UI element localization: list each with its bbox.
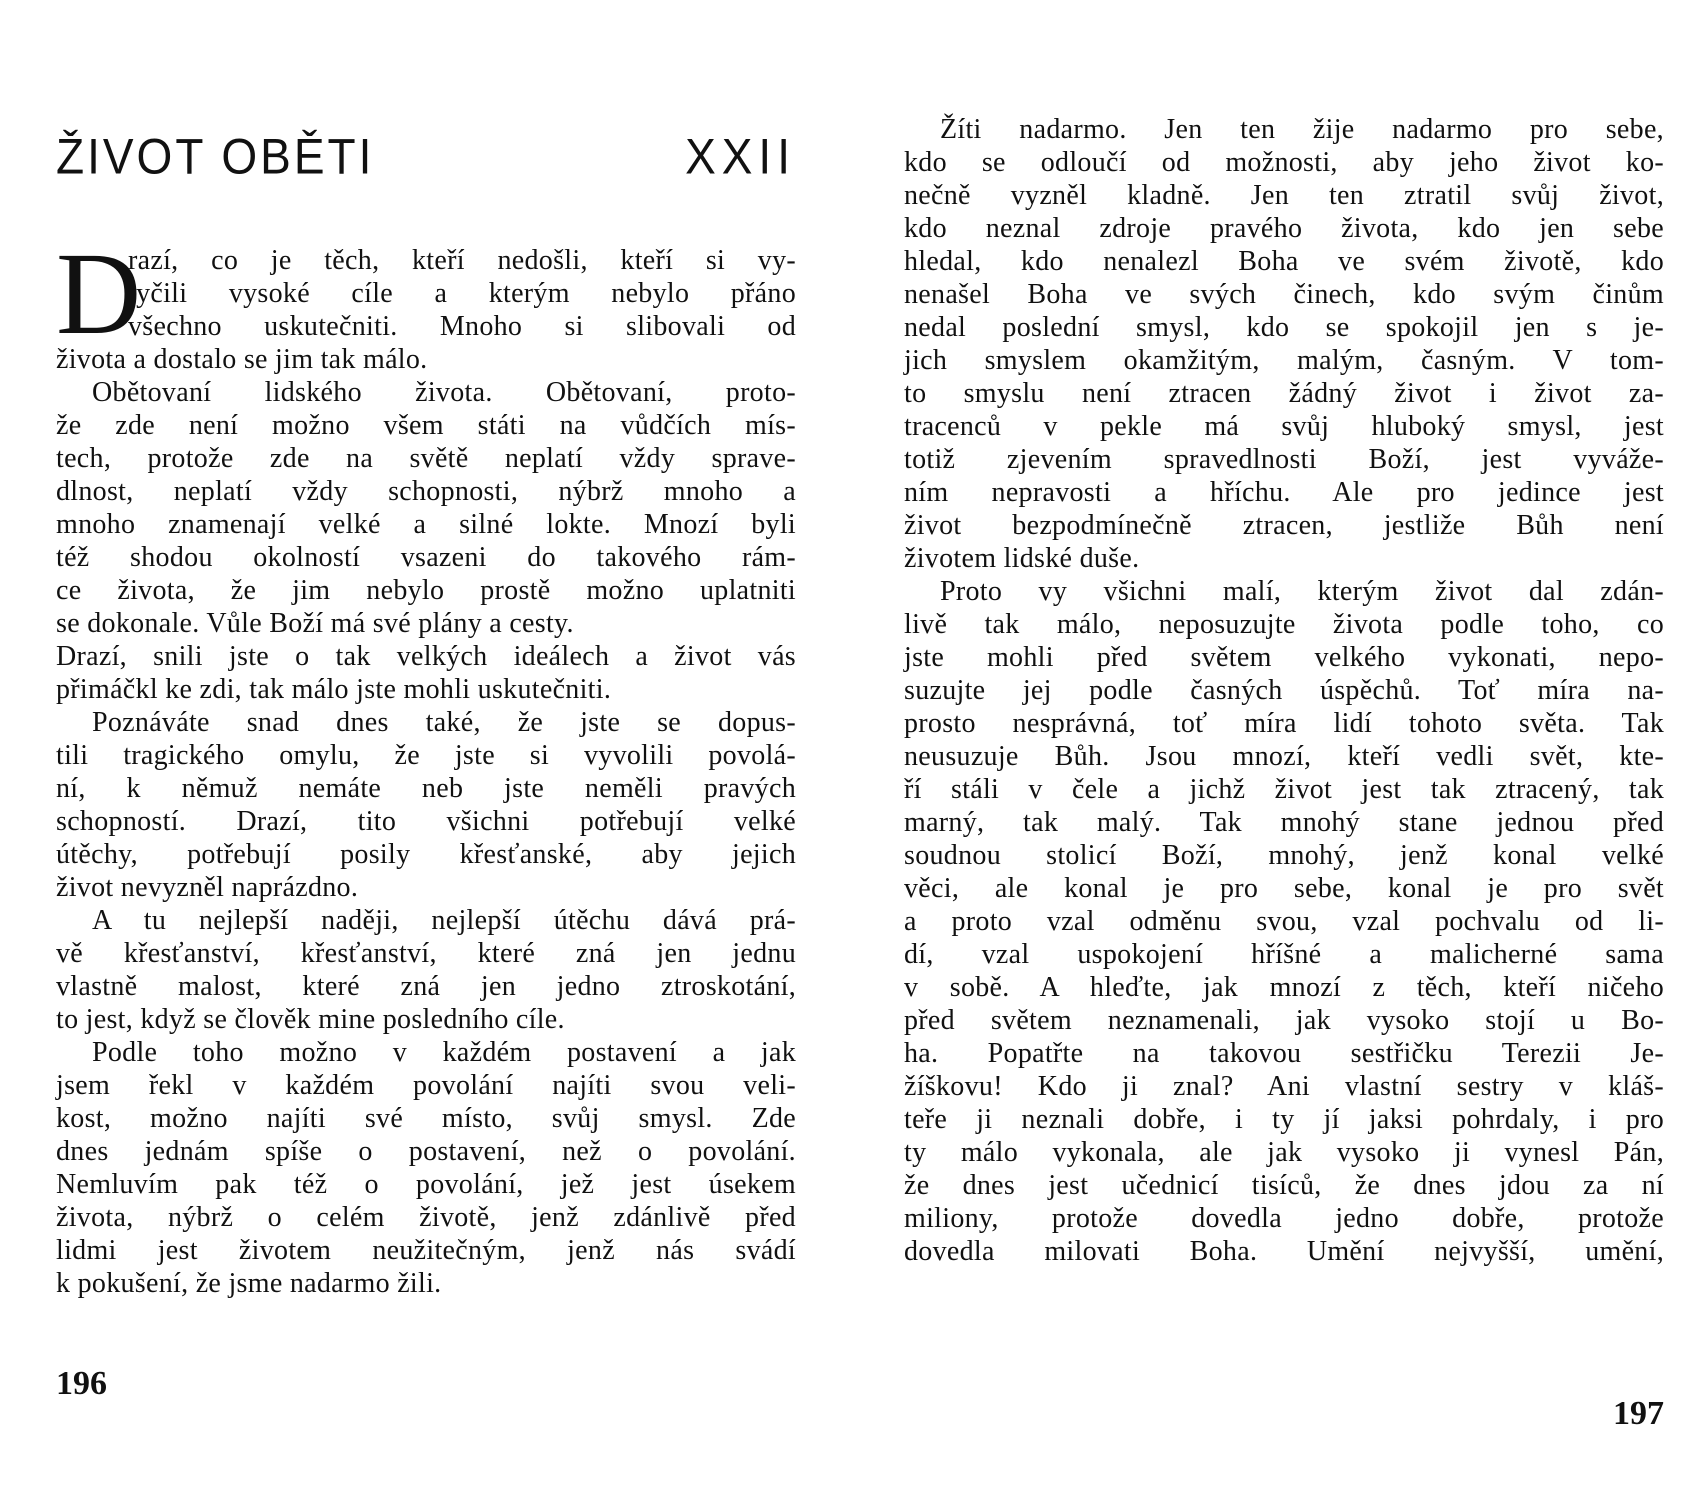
text-line: vlastně malost, které zná jen jedno ztroskotání, [56,971,796,1002]
text-line: prosto nesprávná, toť míra lidí tohoto světa. Tak [904,708,1664,739]
text-line: ha. Popatřte na takovou sestřičku Terezii Je- [904,1038,1664,1069]
text-line: ří stáli v čele a jichž život jest tak ztracený, tak [904,774,1664,805]
text-line: kdo se odloučí od možnosti, aby jeho život ko- [904,147,1664,178]
text-line: dlnost, neplatí vždy schopnosti, nýbrž mnoho a [56,476,796,507]
text-line: věci, ale konal je pro sebe, konal je pro svět [904,873,1664,904]
text-line: suzujte jej podle časných úspěchů. Toť míra na- [904,675,1664,706]
text-line: dí, vzal uspokojení hříšné a malicherné sama [904,939,1664,970]
text-line: miliony, protože dovedla jedno dobře, protože [904,1203,1664,1234]
text-line: ním nepravosti a hříchu. Ale pro jedince jest [904,477,1664,508]
page-number-right: 197 [1613,1395,1664,1432]
text-line: dovedla milovati Boha. Umění nejvyšší, umění, [904,1236,1664,1267]
text-line: neusuzuje Bůh. Jsou mnozí, kteří vedli svět, kte- [904,741,1664,772]
text-line: tech, protože zde na světě neplatí vždy sprave- [56,443,796,474]
text-line: Obětovaní lidského života. Obětovaní, proto- [92,377,796,408]
text-line: tili tragického omylu, že jste si vyvolili povolá- [56,740,796,771]
text-line: vě křesťanství, křesťanství, které zná jen jednu [56,938,796,969]
text-line: před světem neznamenali, jak vysoko stojí u Bo- [904,1005,1664,1036]
text-line: život nevyzněl naprázdno. [56,872,359,903]
text-line: že dnes jest učednicí tisíců, že dnes jdou za ní [904,1170,1664,1201]
left-body-text [56,228,796,1300]
chapter-title: ŽIVOT OBĚTI [56,128,375,185]
chapter-header [56,127,796,203]
page-number-left: 196 [56,1365,107,1402]
text-line: všechno uskutečniti. Mnoho si slibovali od [128,311,796,342]
text-line: mnoho znamenají velké a silné lokte. Mnozí byli [56,509,796,540]
text-line: přimáčkl ke zdi, tak málo jste mohli uskutečniti. [56,674,612,705]
text-line: tracenců v pekle má svůj hluboký smysl, jest [904,411,1664,442]
text-line: Žíti nadarmo. Jen ten žije nadarmo pro sebe, [940,114,1664,145]
text-line: nečně vyzněl kladně. Jen ten ztratil svůj život, [904,180,1664,211]
chapter-numeral: XXII [685,128,796,185]
text-line: život bezpodmínečně ztracen, jestliže Bůh není [904,510,1664,541]
text-line: k pokušení, že jsme nadarmo žili. [56,1268,442,1299]
text-line: to jest, když se člověk mine posledního cíle. [56,1004,565,1035]
text-line: ní, k němuž nemáte neb jste neměli pravých [56,773,796,804]
text-line: lidmi jest životem neužitečným, jenž nás svádí [56,1235,796,1266]
text-line: Drazí, snili jste o tak velkých ideálech a život vás [56,641,796,672]
text-line: teře ji neznali dobře, i ty jí jaksi pohrdaly, i pro [904,1104,1664,1135]
text-line: Poznáváte snad dnes také, že jste se dopus- [92,707,796,738]
text-line: útěchy, potřebují posily křesťanské, aby jejich [56,839,796,870]
text-line: se dokonale. Vůle Boží má své plány a cesty. [56,608,574,639]
text-line: hledal, kdo nenalezl Boha ve svém životě, kdo [904,246,1664,277]
text-line: jich smyslem okamžitým, malým, časným. V tom- [904,345,1664,376]
text-line: ty málo vykonala, ale jak vysoko ji vynesl Pán, [904,1137,1664,1168]
text-line: Proto vy všichni malí, kterým život dal zdán- [940,576,1664,607]
text-line: žíškovu! Kdo ji znal? Ani vlastní sestry v kláš- [904,1071,1664,1102]
text-line: totiž zjevením spravedlnosti Boží, jest vyváže- [904,444,1664,475]
text-line: že zde není možno všem státi na vůdčích mís- [56,410,796,441]
drop-cap: D [56,228,142,359]
text-line: kdo neznal zdroje pravého života, kdo jen sebe [904,213,1664,244]
text-line: livě tak málo, neposuzujte života podle toho, co [904,609,1664,640]
text-line: schopností. Drazí, tito všichni potřebují velké [56,806,796,837]
text-line: jste mohli před světem velkého vykonati, nepo- [904,642,1664,673]
text-line: kost, možno najíti své místo, svůj smysl. Zde [56,1103,796,1134]
text-line: tyčili vysoké cíle a kterým nebylo přáno [128,278,796,309]
text-line: marný, tak malý. Tak mnohý stane jednou před [904,807,1664,838]
text-line: života a dostalo se jim tak málo. [56,344,428,375]
text-line: soudnou stolicí Boží, mnohý, jenž konal velké [904,840,1664,871]
text-line: ce života, že jim nebylo prostě možno uplatniti [56,575,796,606]
text-line: života, nýbrž o celém životě, jenž zdánlivě před [56,1202,796,1233]
text-line: v sobě. A hleďte, jak mnozí z těch, kteří ničeho [904,972,1664,1003]
text-line: dnes jednám spíše o postavení, než o povolání. [56,1136,796,1167]
text-line: nenašel Boha ve svých činech, kdo svým činům [904,279,1664,310]
text-line: jsem řekl v každém povolání najíti svou veli- [56,1070,796,1101]
text-line: razí, co je těch, kteří nedošli, kteří si vy- [128,245,796,276]
text-line: to smyslu není ztracen žádný život i život za- [904,378,1664,409]
text-line: též shodou okolností vsazeni do takového rám- [56,542,796,573]
text-line: a proto vzal odměnu svou, vzal pochvalu od li- [904,906,1664,937]
text-line: nedal poslední smysl, kdo se spokojil jen s je- [904,312,1664,343]
text-line: A tu nejlepší naději, nejlepší útěchu dává prá- [92,905,796,936]
text-line: Nemluvím pak též o povolání, jež jest úsekem [56,1169,796,1200]
text-line: životem lidské duše. [904,543,1140,574]
text-line: Podle toho možno v každém postavení a jak [92,1037,796,1068]
right-body-text [904,113,1664,1268]
